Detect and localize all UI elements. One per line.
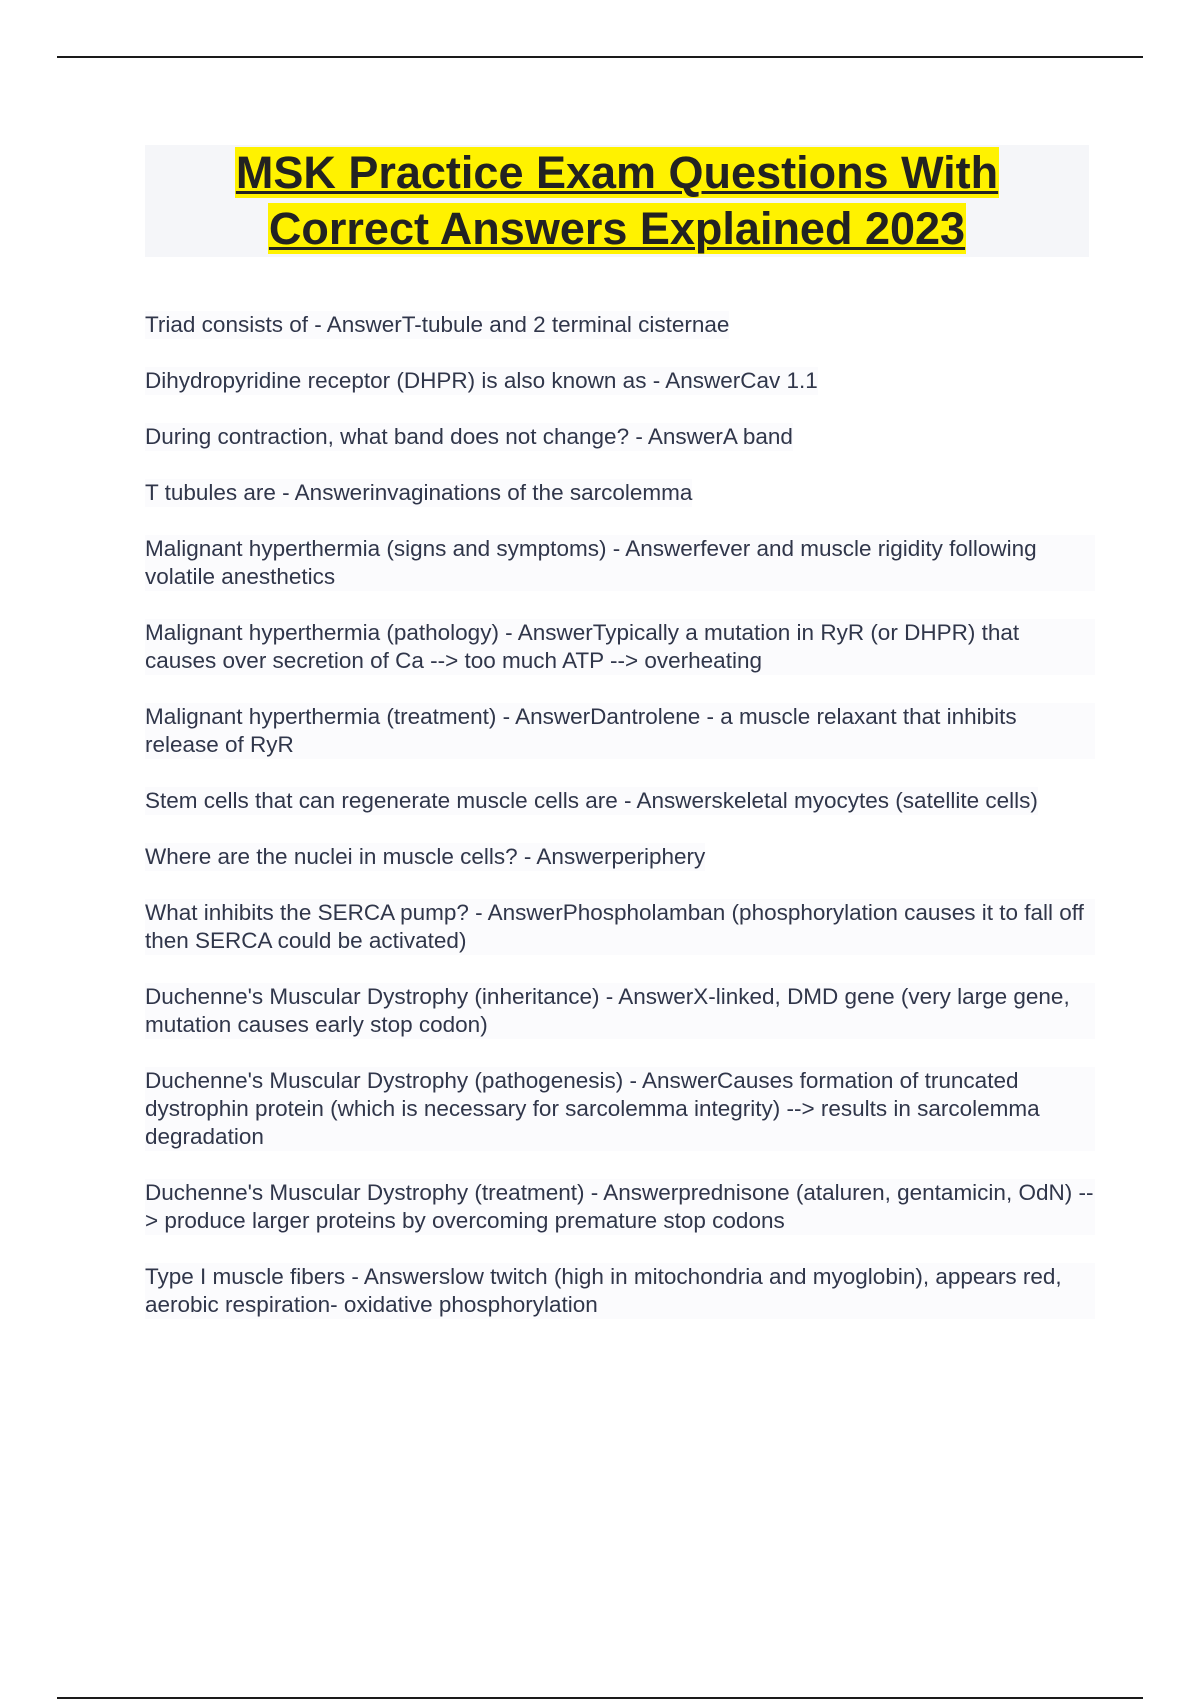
document-title <box>145 145 1089 257</box>
title-line-2 <box>145 201 1089 257</box>
qa-item: Where are the nuclei in muscle cells? - Answerperiphery <box>145 844 706 869</box>
qa-item: Malignant hyperthermia (pathology) - AnswerTypically a mutation in RyR (or DHPR) that causes over secretion of Ca --> too much ATP --> overheating <box>145 619 1095 675</box>
qa-item: Duchenne's Muscular Dystrophy (pathogenesis) - AnswerCauses formation of truncated dystrophin protein (which is necessary for sarcolemma integrity) --> results in sarcolemma degradation <box>145 1067 1095 1151</box>
title-line-2-text: Correct Answers Explained 2023 <box>268 203 966 254</box>
qa-item: Malignant hyperthermia (treatment) - AnswerDantrolene - a muscle relaxant that inhibits release of RyR <box>145 703 1095 759</box>
qa-item: Stem cells that can regenerate muscle cells are - Answerskeletal myocytes (satellite cells) <box>145 788 1038 813</box>
qa-item: Type I muscle fibers - Answerslow twitch (high in mitochondria and myoglobin), appears red, aerobic respiration- oxidative phosphorylation <box>145 1263 1095 1319</box>
qa-item: What inhibits the SERCA pump? - AnswerPhospholamban (phosphorylation causes it to fall off then SERCA could be activated) <box>145 899 1095 955</box>
bottom-divider <box>57 1697 1143 1699</box>
qa-item: Dihydropyridine receptor (DHPR) is also known as - AnswerCav 1.1 <box>145 368 818 393</box>
qa-item: Triad consists of - AnswerT-tubule and 2 terminal cisternae <box>145 312 730 337</box>
qa-item: Malignant hyperthermia (signs and symptoms) - Answerfever and muscle rigidity following volatile anesthetics <box>145 535 1095 591</box>
qa-list <box>145 311 1095 1347</box>
title-line-1 <box>145 145 1089 201</box>
title-line-1-text: MSK Practice Exam Questions With <box>235 147 999 198</box>
qa-item: During contraction, what band does not change? - AnswerA band <box>145 424 793 449</box>
top-divider <box>57 56 1143 58</box>
qa-item: T tubules are - Answerinvaginations of the sarcolemma <box>145 480 693 505</box>
qa-item: Duchenne's Muscular Dystrophy (inheritance) - AnswerX-linked, DMD gene (very large gene, mutation causes early stop codon) <box>145 983 1095 1039</box>
qa-item: Duchenne's Muscular Dystrophy (treatment) - Answerprednisone (ataluren, gentamicin, OdN) --> produce larger proteins by overcoming premature stop codons <box>145 1180 1094 1233</box>
